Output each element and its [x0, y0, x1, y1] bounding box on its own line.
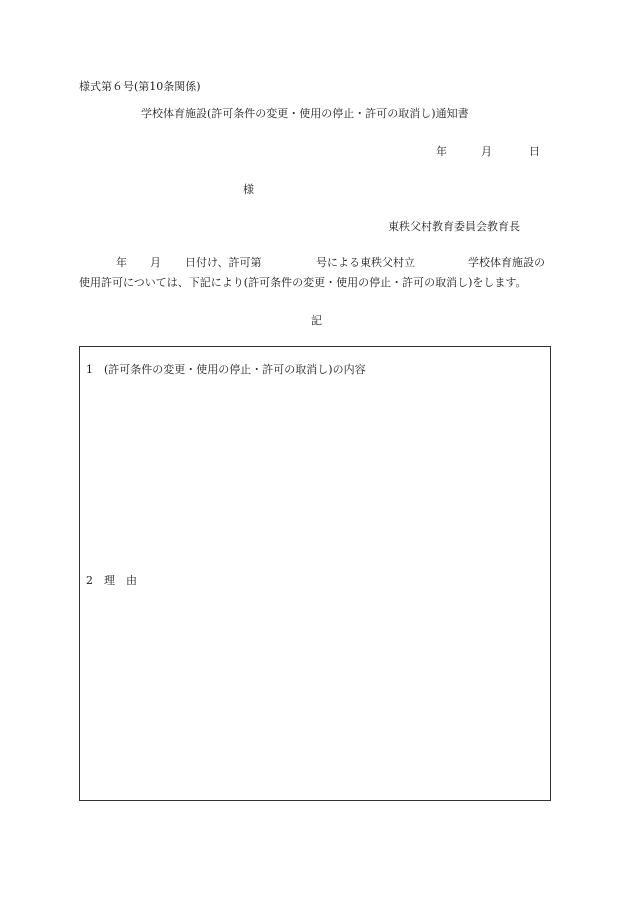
body-number-phrase: 号による東秩父村立	[316, 256, 415, 269]
item2-label-a: 理	[104, 574, 115, 587]
document-title: 学校体育施設(許可条件の変更・使用の停止・許可の取消し)通知書	[141, 107, 469, 120]
item1-label: (許可条件の変更・使用の停止・許可の取消し)の内容	[104, 363, 366, 376]
date-day-field: 日	[529, 145, 540, 158]
body-month: 月	[150, 256, 161, 269]
item1-number: 1	[86, 363, 93, 376]
ki-heading: 記	[311, 314, 322, 327]
body-facility-phrase: 学校体育施設の	[468, 256, 545, 269]
item2-reason	[86, 574, 137, 588]
body-year: 年	[116, 256, 127, 269]
date-month-field: 月	[481, 145, 492, 158]
item1-content	[86, 363, 366, 377]
details-box	[79, 346, 551, 801]
issuer-name: 東秩父村教育委員会教育長	[388, 220, 520, 233]
item2-number: 2	[86, 574, 93, 587]
body-day-phrase: 日付け、許可第	[185, 256, 262, 269]
addressee-honorific: 様	[243, 183, 254, 196]
date-year-field: 年	[436, 145, 447, 158]
body-text-line2: 使用許可については、下記により(許可条件の変更・使用の停止・許可の取消し)をします。	[79, 276, 527, 289]
form-number: 様式第６号(第10条関係)	[79, 80, 201, 93]
item2-label-b: 由	[126, 574, 137, 587]
